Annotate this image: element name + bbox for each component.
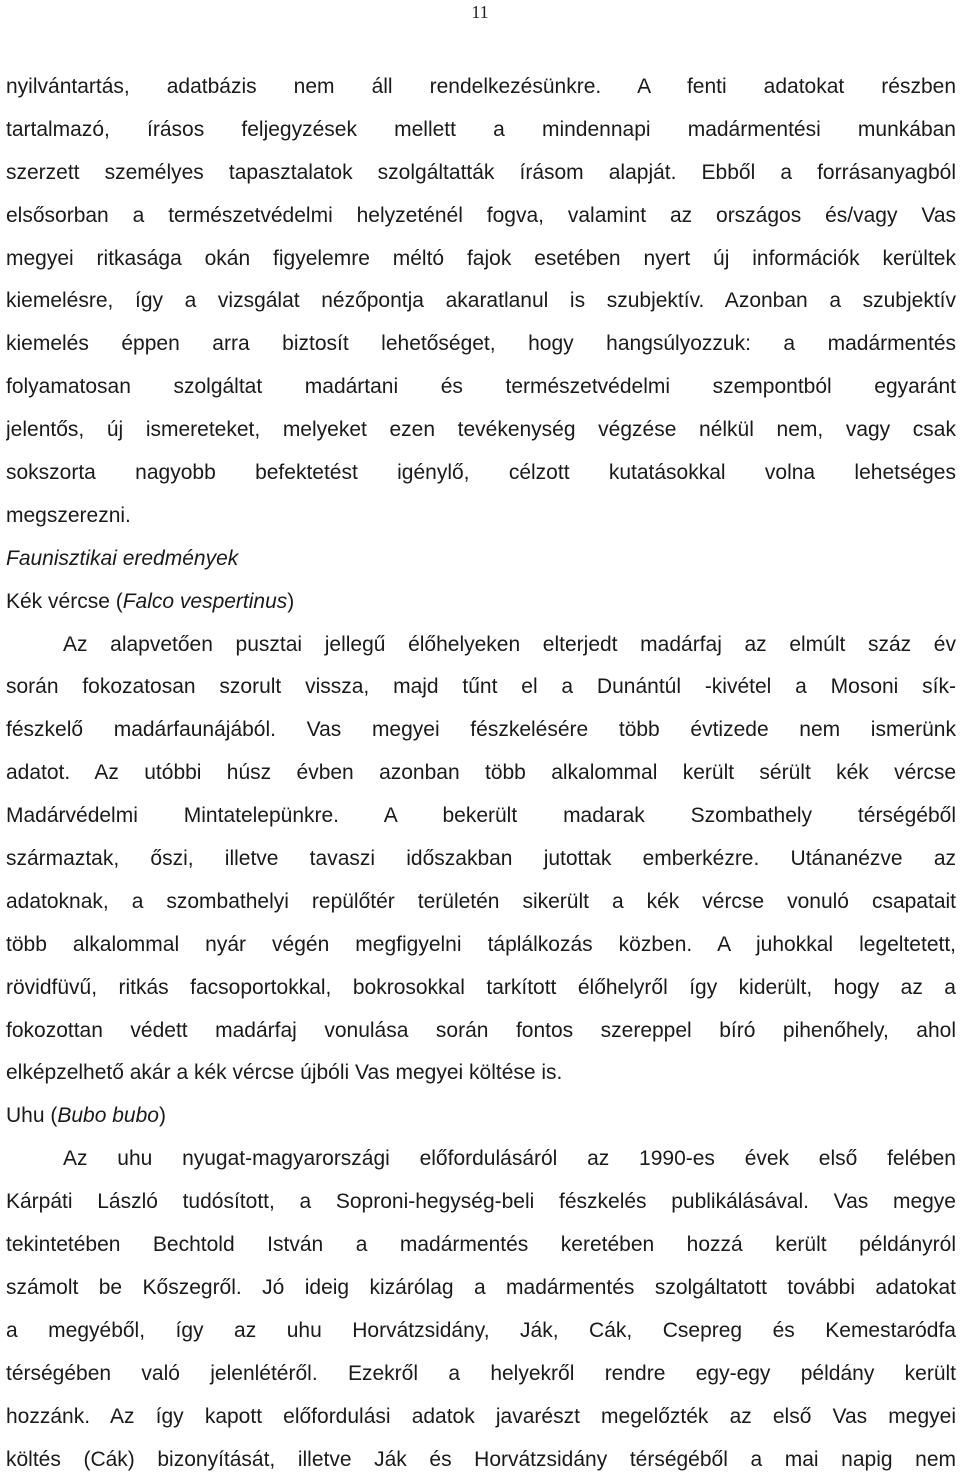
page-number: 11 [0, 2, 960, 23]
text-line: Az alapvetően pusztai jellegű élőhelyeken elterjedt madárfaj az elmúlt száz év [6, 624, 956, 667]
species-heading-close: ) [159, 1104, 166, 1127]
text-line: számolt be Kőszegről. Jó ideig kizárólag a madármentés szolgáltatott további adatokat [6, 1267, 956, 1310]
species-latin-name: Falco vespertinus [123, 590, 288, 613]
text-line: Madárvédelmi Mintatelepünkre. A bekerült madarak Szombathely térségéből [6, 795, 956, 838]
text-line: Az uhu nyugat-magyarországi előfordulásáról az 1990-es évek első felében [6, 1138, 956, 1181]
species-common-name: Kék vércse ( [6, 590, 123, 613]
section-heading: Faunisztikai eredmények [6, 538, 956, 581]
text-line: Kárpáti László tudósított, a Soproni-hegység-beli fészkelés publikálásával. Vas megye [6, 1181, 956, 1224]
text-line: költés (Cák) bizonyítását, illetve Ják és Horvátzsidány térségéből a mai napig nem [6, 1439, 956, 1481]
text-line: elképzelhető akár a kék vércse újbóli Vas megyei költése is. [6, 1052, 956, 1095]
text-line: hozzánk. Az így kapott előfordulási adatok javarészt megelőzték az első Vas megyei [6, 1396, 956, 1439]
intro-paragraph [6, 66, 956, 538]
text-line: adatoknak, a szombathelyi repülőtér területén sikerült a kék vércse vonuló csapatait [6, 881, 956, 924]
species-latin-name: Bubo bubo [57, 1104, 159, 1127]
text-line: fokozottan védett madárfaj vonulása során fontos szereppel bíró pihenőhely, ahol [6, 1010, 956, 1053]
text-line: szerzett személyes tapasztalatok szolgáltatták írásom alapját. Ebből a forrásanyagból [6, 152, 956, 195]
text-line: megyei ritkasága okán figyelemre méltó fajok esetében nyert új információk kerültek [6, 238, 956, 281]
document-body [6, 66, 956, 1481]
text-line: származtak, őszi, illetve tavaszi időszakban jutottak emberkézre. Utánanézve az [6, 838, 956, 881]
text-line: a megyéből, így az uhu Horvátzsidány, Ják, Cák, Csepreg és Kemestaródfa [6, 1310, 956, 1353]
text-line: térségében való jelenlétéről. Ezekről a helyekről rendre egy-egy példány került [6, 1353, 956, 1396]
text-line: fészkelő madárfaunájából. Vas megyei fészkelésére több évtizede nem ismerünk [6, 709, 956, 752]
text-line: megszerezni. [6, 495, 956, 538]
species-paragraph [6, 1138, 956, 1481]
text-line: nyilvántartás, adatbázis nem áll rendelkezésünkre. A fenti adatokat részben [6, 66, 956, 109]
text-line: sokszorta nagyobb befektetést igénylő, célzott kutatásokkal volna lehetséges [6, 452, 956, 495]
species-heading-close: ) [287, 590, 294, 613]
text-line: kiemelésre, így a vizsgálat nézőpontja akaratlanul is szubjektív. Azonban a szubjektív [6, 280, 956, 323]
text-line: elsősorban a természetvédelmi helyzeténél fogva, valamint az országos és/vagy Vas [6, 195, 956, 238]
species-common-name: Uhu ( [6, 1104, 57, 1127]
species-paragraph [6, 624, 956, 1096]
text-line: több alkalommal nyár végén megfigyelni táplálkozás közben. A juhokkal legeltetett, [6, 924, 956, 967]
text-line: tekintetében Bechtold István a madármentés keretében hozzá került példányról [6, 1224, 956, 1267]
species-heading [6, 581, 956, 624]
text-line: adatot. Az utóbbi húsz évben azonban több alkalommal került sérült kék vércse [6, 752, 956, 795]
text-line: kiemelés éppen arra biztosít lehetőséget, hogy hangsúlyozzuk: a madármentés [6, 323, 956, 366]
species-heading [6, 1095, 956, 1138]
text-line: rövidfüvű, ritkás facsoportokkal, bokrosokkal tarkított élőhelyről így kiderült, hogy az a [6, 967, 956, 1010]
text-line: folyamatosan szolgáltat madártani és természetvédelmi szempontból egyaránt [6, 366, 956, 409]
text-line: jelentős, új ismereteket, melyeket ezen tevékenység végzése nélkül nem, vagy csak [6, 409, 956, 452]
text-line: tartalmazó, írásos feljegyzések mellett a mindennapi madármentési munkában [6, 109, 956, 152]
text-line: során fokozatosan szorult vissza, majd tűnt el a Dunántúl -kivétel a Mosoni sík- [6, 666, 956, 709]
